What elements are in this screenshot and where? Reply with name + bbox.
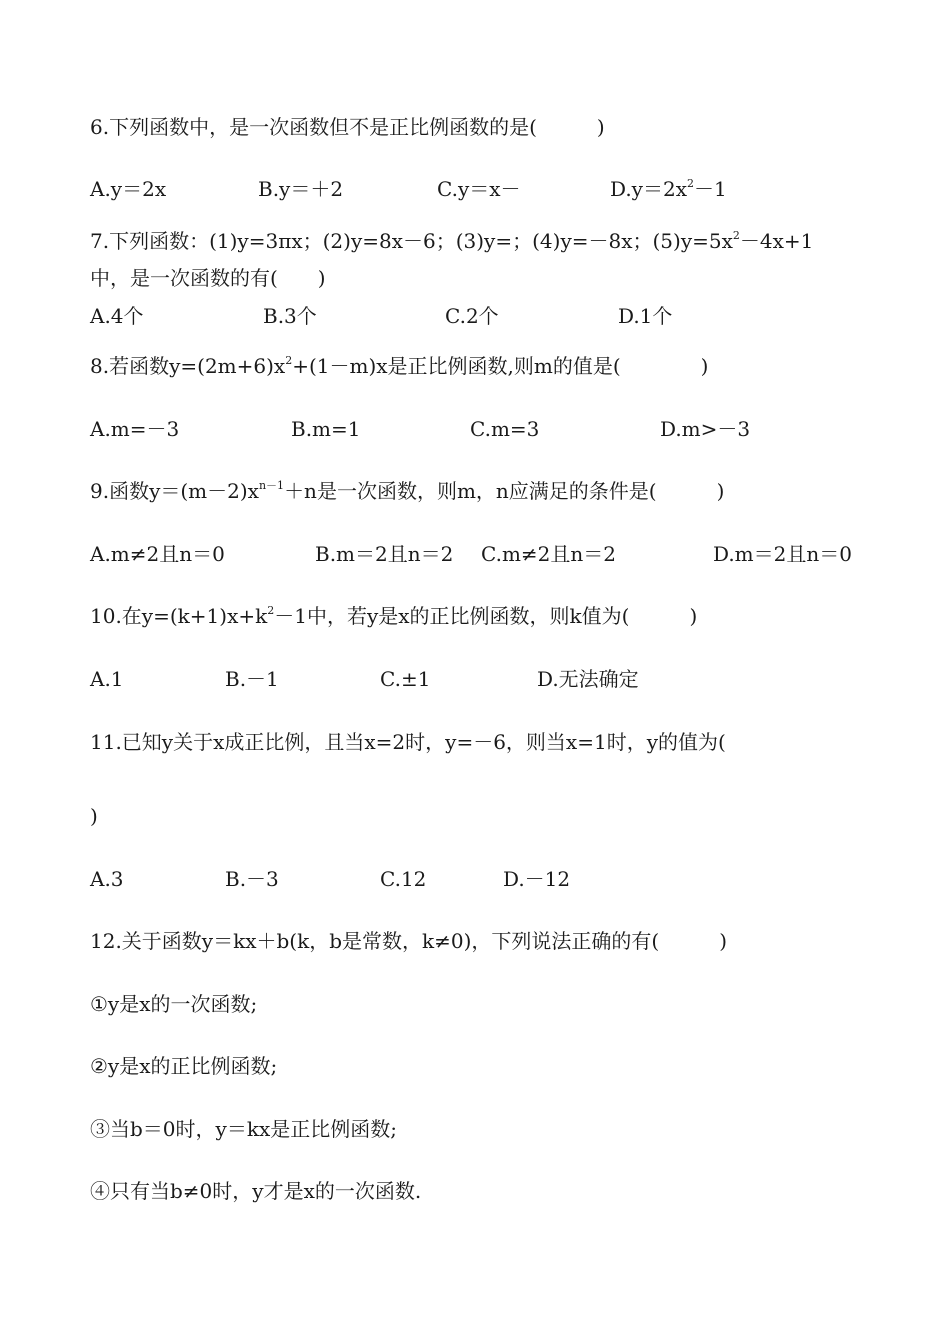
- q12-statement-3: ③当b＝0时，y＝kx是正比例函数;: [90, 1117, 397, 1141]
- q11-option-b: B.－3: [225, 867, 279, 891]
- q6-option-b: B.y＝＋2: [258, 177, 344, 201]
- q6-option-d: $D.y=2x^2-1$: [610, 177, 727, 201]
- q8-option-a: A.m=－3: [90, 417, 180, 441]
- q10-stem: 10.在$y=(k+1)x+k^2-1$中，若y是x的正比例函数，则k值为( ): [90, 604, 698, 628]
- q10-option-d: D.无法确定: [537, 667, 639, 691]
- q8-option-c: C.m=3: [470, 417, 540, 441]
- q7-option-d: D.1个: [618, 304, 673, 328]
- q9-option-d: D.m＝2且n＝0: [713, 542, 852, 566]
- q11-stem: 11.已知y关于x成正比例，且当x=2时，y=－6，则当x=1时，y的值为(: [90, 730, 726, 754]
- q8-option-b: B.m=1: [291, 417, 361, 441]
- q11-option-a: A.3: [90, 867, 124, 891]
- q9-stem: 9.函数$y=(m-2)x^{n-1}+n$是一次函数，则m，n应满足的条件是( ): [90, 479, 725, 503]
- q11-option-c: C.12: [380, 867, 427, 891]
- q9-option-b: B.m＝2且n＝2: [315, 542, 454, 566]
- q7-option-b: B.3个: [263, 304, 317, 328]
- q7-option-a: A.4个: [90, 304, 144, 328]
- q11-option-d: D.－12: [503, 867, 571, 891]
- q10-option-b: B.－1: [225, 667, 279, 691]
- q11-stem-cont: ): [90, 804, 98, 828]
- q10-option-a: A.1: [90, 667, 124, 691]
- q6-stem: 6.下列函数中，是一次函数但不是正比例函数的是( ): [90, 115, 605, 139]
- q12-stem: 12.关于函数y＝kx＋b(k，b是常数，k≠0)，下列说法正确的有( ): [90, 929, 728, 953]
- q8-option-d: D.m>－3: [660, 417, 751, 441]
- q7-option-c: C.2个: [445, 304, 499, 328]
- q12-statement-1: ①y是x的一次函数;: [90, 992, 258, 1016]
- q12-statement-4: ④只有当b≠0时，y才是x的一次函数.: [90, 1179, 422, 1203]
- q9-option-a: A.m≠2且n＝0: [90, 542, 225, 566]
- q7-stem-cont: 中，是一次函数的有( ): [90, 266, 326, 290]
- q6-option-a: A.y＝2x: [90, 177, 167, 201]
- q9-option-c: C.m≠2且n＝2: [481, 542, 616, 566]
- q10-option-c: C.±1: [380, 667, 431, 691]
- q12-statement-2: ②y是x的正比例函数;: [90, 1054, 278, 1078]
- q6-option-c: C.y＝x－: [437, 177, 521, 201]
- q7-stem: 7.下列函数：(1)y=3πx；(2)y=8x－6；(3)y=；(4)y=－8x；$(5)y=5x^2-4x+1$: [90, 229, 814, 253]
- q8-stem: 8.若函数$y=(2m+6)x^2+(1-m)x$是正比例函数,则m的值是( ): [90, 354, 709, 378]
